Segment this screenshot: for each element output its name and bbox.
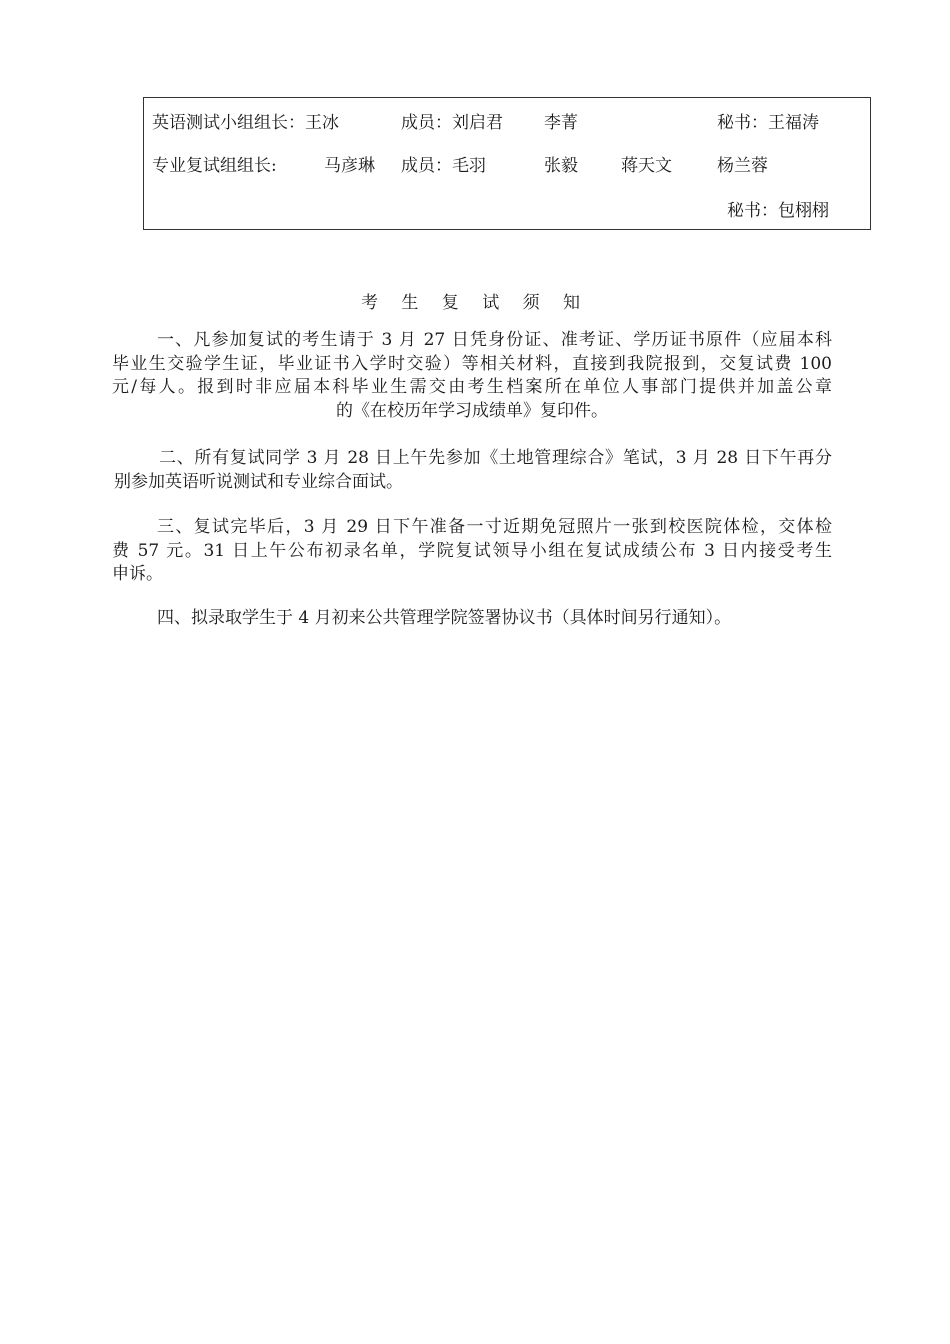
professional-group-leader-name: 马彦琳 bbox=[324, 156, 375, 176]
paragraph-2-line-1: 二、所有复试同学 3 月 28 日上午先参加《土地管理综合》笔试，3 月 28 日下午再分 bbox=[159, 448, 832, 468]
paragraph-4-line-1: 四、拟录取学生于 4 月初来公共管理学院签署协议书（具体时间另行通知）。 bbox=[157, 608, 732, 628]
notice-paragraph-1 bbox=[112, 329, 832, 423]
professional-member-2: 张毅 bbox=[544, 156, 578, 176]
paragraph-1-line-1: 一、凡参加复试的考生请于 3 月 27 日凭身份证、准考证、学历证书原件（应届本科 bbox=[157, 330, 832, 350]
paragraph-3-line-1: 三、复试完毕后，3 月 29 日下午准备一寸近期免冠照片一张到校医院体检，交体检 bbox=[157, 517, 832, 537]
professional-secretary: 秘书：包栩栩 bbox=[727, 201, 829, 221]
notice-paragraph-3 bbox=[112, 516, 832, 587]
english-group-leader: 英语测试小组组长：王冰 bbox=[152, 113, 339, 133]
professional-member-4: 杨兰蓉 bbox=[717, 156, 768, 176]
paragraph-1-line-3: 元/每人。报到时非应届本科毕业生需交由考生档案所在单位人事部门提供并加盖公章 bbox=[112, 377, 832, 397]
english-secretary: 秘书：王福涛 bbox=[717, 113, 819, 133]
paragraph-3-line-3: 申诉。 bbox=[112, 564, 163, 584]
professional-group-leader-label: 专业复试组组长: bbox=[152, 156, 277, 176]
notice-title: 考 生 复 试 须 知 bbox=[360, 293, 590, 313]
paragraph-1-line-2: 毕业生交验学生证，毕业证书入学时交验）等相关材料，直接到我院报到，交复试费 100 bbox=[112, 353, 832, 374]
notice-paragraph-2 bbox=[114, 447, 832, 494]
professional-member-3: 蒋天文 bbox=[621, 156, 672, 176]
professional-members: 成员：毛羽 bbox=[401, 156, 486, 176]
paragraph-2-line-2: 别参加英语听说测试和专业综合面试。 bbox=[114, 471, 403, 492]
paragraph-1-line-4: 的《在校历年学习成绩单》复印件。 bbox=[336, 400, 608, 421]
committee-box bbox=[143, 97, 871, 230]
english-members: 成员：刘启君 bbox=[401, 113, 503, 133]
english-member-2: 李菁 bbox=[544, 113, 578, 133]
paragraph-3-line-2: 费 57 元。31 日上午公布初录名单，学院复试领导小组在复试成绩公布 3 日内接受考生 bbox=[112, 540, 832, 561]
notice-paragraph-4 bbox=[157, 607, 837, 631]
